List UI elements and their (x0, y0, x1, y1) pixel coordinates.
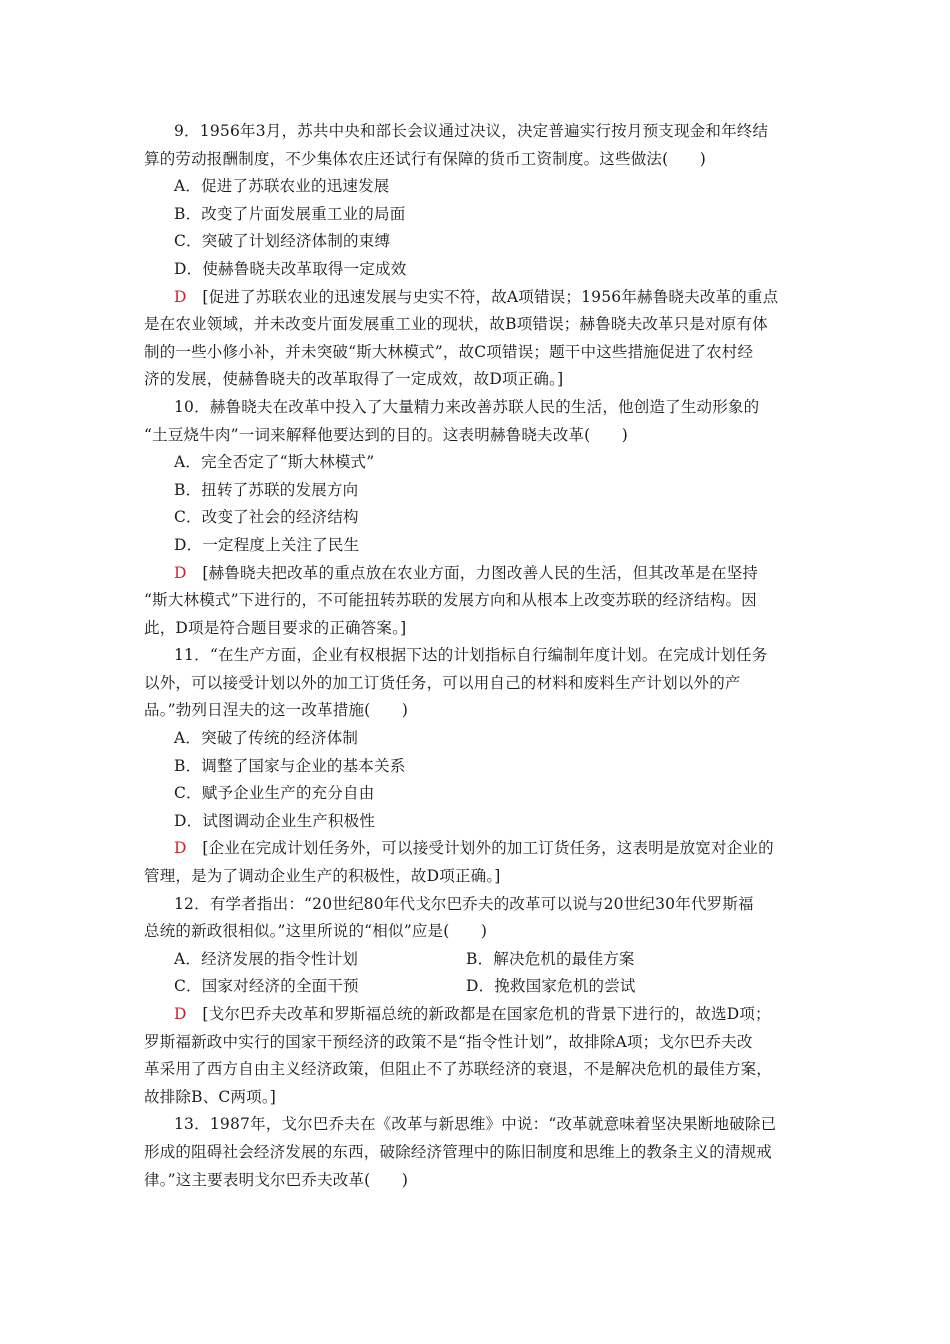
option-b: B．调整了国家与企业的基本关系 (174, 756, 406, 775)
answer-line (144, 1001, 816, 1029)
question-stem-line: 形成的阻碍社会经济发展的东西，破除经济管理中的陈旧制度和思维上的教条主义的清规戒 (144, 1142, 773, 1161)
explanation-line: 济的发展，使赫鲁晓夫的改革取得了一定成效，故D项正确。] (144, 370, 564, 389)
option-b: B．解决危机的最佳方案 (466, 949, 635, 968)
option-a: A．突破了传统的经济体制 (174, 729, 359, 748)
option-c: C．突破了计划经济体制的束缚 (174, 232, 391, 251)
question-stem-line: 9．1956年3月，苏共中央和部长会议通过决议，决定普遍实行按月预支现金和年终结 (174, 122, 769, 140)
explanation-line: “斯大林模式”下进行的，不可能扭转苏联的发展方向和从根本上改变苏联的经济结构。因 (144, 591, 757, 610)
explanation-line: 革采用了西方自由主义经济政策，但阻止不了苏联经济的衰退，不是解决危机的最佳方案， (144, 1060, 773, 1079)
explanation-text: [戈尔巴乔夫改革和罗斯福总统的新政都是在国家危机的背景下进行的，故选D项； (202, 1005, 771, 1023)
explanation-line: 管理，是为了调动企业生产的积极性，故D项正确。] (144, 867, 501, 886)
document-page (144, 118, 816, 1194)
option-c: C．国家对经济的全面干预 (174, 977, 359, 996)
question-11 (144, 642, 816, 890)
question-stem-line: 品。”勃列日涅夫的这一改革措施( ) (144, 701, 409, 720)
option-d: D．挽救国家危机的尝试 (466, 977, 636, 996)
explanation-line: 制的一些小修小补，并未突破“斯大林模式”，故C项错误；题干中这些措施促进了农村经 (144, 342, 754, 361)
answer-letter: D (174, 839, 187, 858)
option-b: B．扭转了苏联的发展方向 (174, 480, 359, 499)
explanation-line: 罗斯福新政中实行的国家干预经济的政策不是“指令性计划”，故排除A项；戈尔巴乔夫改 (144, 1032, 753, 1051)
question-13 (144, 1111, 816, 1194)
explanation-text: [企业在完成计划任务外，可以接受计划外的加工订货任务，这表明是放宽对企业的 (202, 839, 774, 858)
option-d: D．使赫鲁晓夫改革取得一定成效 (174, 259, 407, 278)
explanation-line: 是在农业领域，并未改变片面发展重工业的现状，故B项错误；赫鲁晓夫改革只是对原有体 (144, 315, 768, 334)
option-c: C．改变了社会的经济结构 (174, 508, 359, 527)
explanation-line: 此，D项是符合题目要求的正确答案。] (144, 618, 407, 637)
option-row (144, 946, 816, 974)
option-b: B．改变了片面发展重工业的局面 (174, 204, 406, 223)
question-stem-line: 以外，可以接受计划以外的加工订货任务，可以用自己的材料和废料生产计划以外的产 (144, 673, 741, 692)
option-a: A．促进了苏联农业的迅速发展 (174, 177, 390, 196)
question-9 (144, 118, 816, 394)
option-d: D．试图调动企业生产积极性 (174, 811, 376, 830)
explanation-text: [赫鲁晓夫把改革的重点放在农业方面，力图改善人民的生活，但其改革是在坚持 (202, 563, 759, 582)
option-a: A．经济发展的指令性计划 (174, 949, 359, 968)
option-a: A．完全否定了“斯大林模式” (174, 453, 375, 472)
question-stem-line: 律。”这主要表明戈尔巴乔夫改革( ) (144, 1170, 409, 1189)
answer-letter: D (174, 287, 187, 306)
answer-line (144, 560, 816, 588)
option-d: D．一定程度上关注了民生 (174, 535, 360, 554)
explanation-text: [促进了苏联农业的迅速发展与史实不符，故A项错误；1956年赫鲁晓夫改革的重点 (202, 287, 779, 306)
option-c: C．赋予企业生产的充分自由 (174, 784, 375, 803)
question-stem-line: 11．“在生产方面，企业有权根据下达的计划指标自行编制年度计划。在完成计划任务 (174, 646, 768, 665)
answer-letter: D (174, 1005, 187, 1023)
question-stem-line: 10．赫鲁晓夫在改革中投入了大量精力来改善苏联人民的生活，他创造了生动形象的 (174, 397, 760, 416)
question-stem-line: “土豆烧牛肉”一词来解释他要达到的目的。这表明赫鲁晓夫改革( ) (144, 425, 629, 444)
question-10 (144, 394, 816, 642)
option-row (144, 973, 816, 1001)
question-stem-line: 13．1987年，戈尔巴乔夫在《改革与新思维》中说：“改革就意味着坚决果断地破除已 (174, 1115, 777, 1134)
answer-letter: D (174, 563, 187, 582)
answer-line (144, 284, 816, 312)
answer-line (144, 835, 816, 863)
explanation-line: 故排除B、C两项。] (144, 1087, 277, 1106)
question-stem-line: 算的劳动报酬制度，不少集体农庄还试行有保障的货币工资制度。这些做法( ) (144, 149, 706, 168)
question-stem-line: 12．有学者指出：“20世纪80年代戈尔巴乔夫的改革可以说与20世纪30年代罗斯福 (174, 894, 754, 913)
question-12 (144, 891, 816, 1112)
question-stem-line: 总统的新政很相似。”这里所说的“相似”应是( ) (144, 922, 488, 941)
